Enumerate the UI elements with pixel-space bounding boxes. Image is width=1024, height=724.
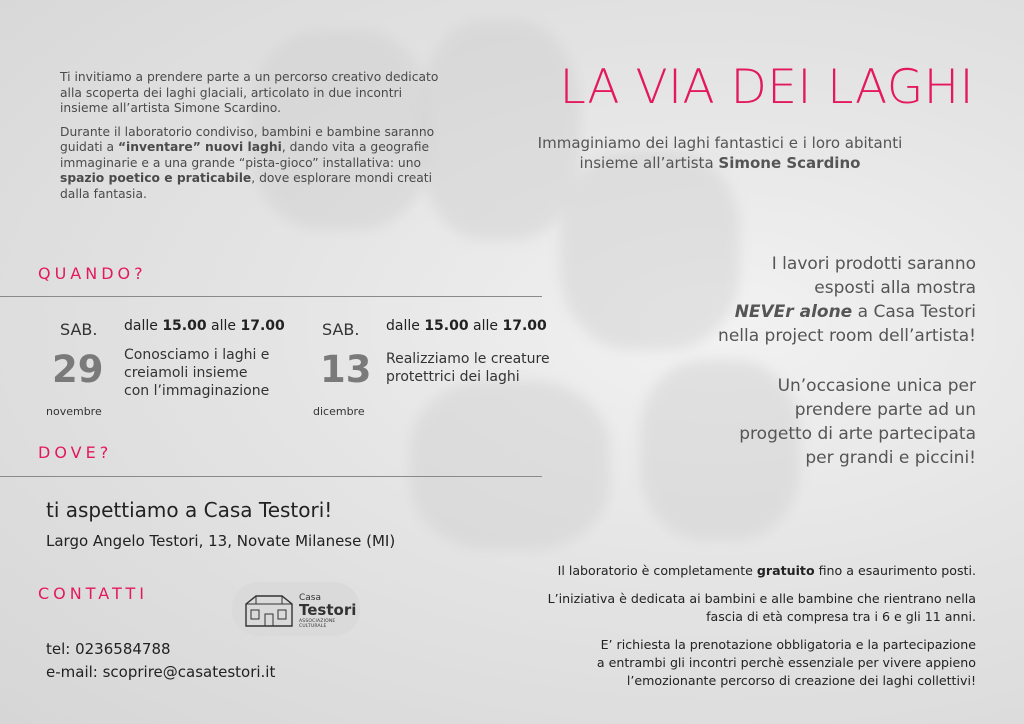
divider	[0, 476, 542, 477]
event-2-time: dalle 15.00 alle 17.00	[386, 318, 547, 334]
exhibition-text: I lavori prodotti saranno esposti alla mostra NEVEr alone a Casa Testori nella project room dell’artista!	[718, 254, 976, 346]
info-text	[456, 562, 976, 700]
info-paragraph-2: L’iniziativa è dedicata ai bambini e alle bambine che rientrano nella fascia di età compresa tra i 6 e gli 11 anni.	[547, 591, 976, 624]
event-1-day: 29	[52, 348, 104, 391]
when-heading: QUANDO?	[38, 264, 147, 283]
event-1-month: novembre	[46, 405, 102, 418]
where-address: Largo Angelo Testori, 13, Novate Milanese (MI)	[46, 532, 396, 550]
divider	[0, 296, 542, 297]
info-paragraph-3: E’ richiesta la prenotazione obbligatoria e la partecipazione a entrambi gli incontri perchè essenziale per vivere appieno l’emozionante percorso di creazione dei laghi collettivi!	[596, 637, 976, 688]
logo-assoc: ASSOCIAZIONE CULTURALE	[299, 619, 336, 629]
logo-testori: Testori	[299, 601, 357, 619]
casa-testori-logo	[232, 582, 360, 636]
house-icon	[242, 590, 296, 630]
event-2-weekday: SAB.	[322, 320, 360, 339]
subtitle: Immaginiamo dei laghi fantastici e i loro abitanti insieme all’artista Simone Scardino	[537, 134, 903, 172]
event-1-time: dalle 15.00 alle 17.00	[124, 318, 285, 334]
page-title: LA VIA DEI LAGHI	[559, 60, 974, 115]
contact-tel[interactable]: tel: 0236584788	[46, 640, 171, 658]
background-blob	[410, 380, 610, 550]
intro-paragraph-1: Ti invitiamo a prendere parte a un percorso creativo dedicato alla scoperta dei laghi glaciali, articolato in due incontri insieme all’artista Simone Scardino.	[60, 70, 439, 115]
intro-text	[60, 70, 450, 210]
where-heading: DOVE?	[38, 443, 113, 462]
contacts-heading: CONTATTI	[38, 584, 148, 603]
contact-email[interactable]: e-mail: scoprire@casatestori.it	[46, 663, 276, 681]
info-paragraph-1: Il laboratorio è completamente gratuito fino a esaurimento posti.	[557, 563, 976, 578]
event-1-weekday: SAB.	[60, 320, 98, 339]
event-2-month: dicembre	[313, 405, 365, 418]
event-2-day: 13	[320, 348, 372, 391]
occasion-text: Un’occasione unica per prendere parte ad un progetto di arte partecipata per grandi e piccini!	[739, 376, 976, 468]
intro-paragraph-2: Durante il laboratorio condiviso, bambini e bambine saranno guidati a “inventare” nuovi laghi, dando vita a geografie immaginarie e a una grande “pista-gioco” installativa: uno spazio poetico e praticabile, dove esplorare mondi creati dalla fantasia.	[60, 124, 435, 201]
logo-casa: Casa	[299, 593, 322, 603]
where-main: ti aspettiamo a Casa Testori!	[46, 498, 333, 522]
event-2-description: Realizziamo le creature protettrici dei laghi	[386, 351, 550, 385]
event-1-description: Conosciamo i laghi e creiamoli insieme con l’immaginazione	[124, 347, 270, 399]
